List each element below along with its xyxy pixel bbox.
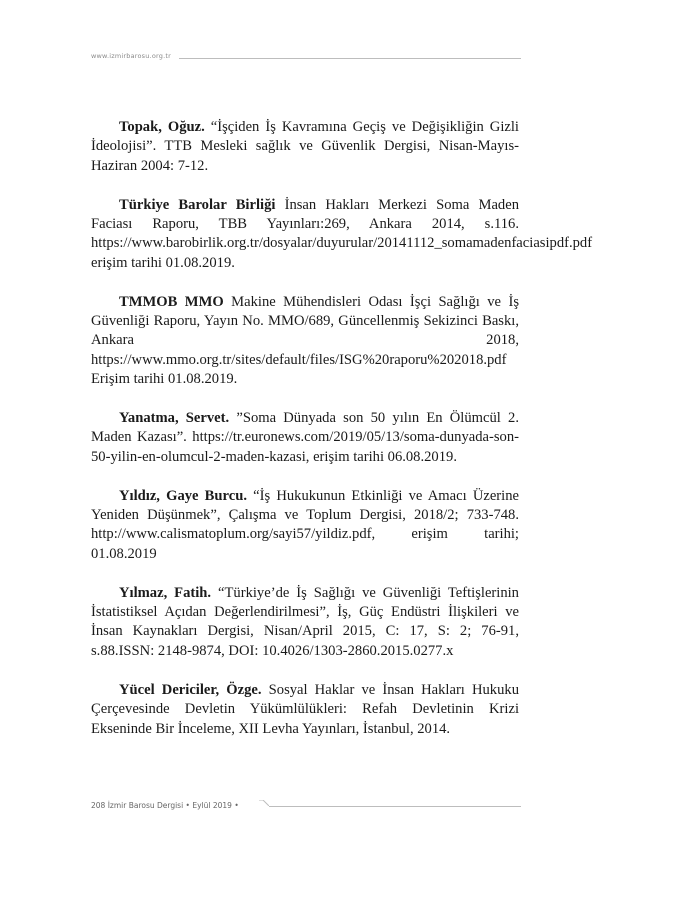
reference-author: TMMOB MMO: [119, 293, 224, 310]
reference-author: Yılmaz, Fatih.: [119, 584, 212, 601]
reference-author: Türkiye Barolar Birliği: [119, 196, 276, 213]
footer-rule: [269, 806, 521, 807]
reference-text: “Türkiye’de İş Sağlığı ve Güvenliği Teftişlerinin İstatistiksel Açıdan Değerlendirilmesi”, İş, Güç Endüstri İlişkileri ve İnsan Kaynakları Dergisi, Nisan/April 2015, C: 17, S: 2; 76-91, s.88.ISSN: 2148-9874, DOI: 10.4026/1303-2860.2015.0277.x: [91, 584, 519, 659]
footer-page-info: 208 İzmir Barosu Dergisi • Eylül 2019 •: [91, 801, 239, 810]
reference-text: ”Soma Dünyada son 50 yılın En Ölümcül 2. Maden Kazası”. https://tr.euronews.com/2019/05/13/soma-dunyada-son-50-yilin-en-olumcul-2-maden-kazasi, erişim tarihi 06.08.2019.: [91, 410, 519, 465]
reference-entry: [91, 196, 593, 274]
footer-notch-ornament: [259, 800, 269, 806]
reference-author: Yücel Dericiler, Özge.: [119, 681, 262, 698]
header-rule: [179, 58, 521, 59]
reference-author: Yanatma, Servet.: [119, 410, 230, 427]
reference-entry: [91, 118, 519, 176]
reference-author: Yıldız, Gaye Burcu.: [119, 487, 247, 504]
page-footer: [91, 800, 521, 814]
reference-text: Sosyal Haklar ve İnsan Hakları Hukuku Çerçevesinde Devletin Yükümlülükleri: Refah Devletinin Krizi Ekseninde Bir İnceleme, XII Levha Yayınları, İstanbul, 2014.: [91, 681, 519, 737]
reference-entry: [91, 584, 519, 662]
reference-text: “İşçiden İş Kavramına Geçiş ve Değişikliğin Gizli İdeolojisi”. TTB Mesleki sağlık ve Güvenlik Dergisi, Nisan-Mayıs-Haziran 2004: 7-12.: [91, 119, 519, 174]
page-header: [91, 52, 521, 66]
header-site-url: www.izmirbarosu.org.tr: [91, 52, 171, 60]
reference-text: İnsan Hakları Merkezi Soma Maden Faciası Raporu, TBB Yayınları:269, Ankara 2014, s.116. https://www.barobirlik.org.tr/dosyalar/duyurular/20141112_somamadenfaciasipdf.pdf erişim tarihi 01.08.2019.: [91, 196, 593, 271]
reference-text: Makine Mühendisleri Odası İşçi Sağlığı ve İş Güvenliği Raporu, Yayın No. MMO/689, Güncellenmiş Sekizinci Baskı, Ankara 2018, https://www.mmo.org.tr/sites/default/files/ISG%20raporu%202018.pdf Erişim tarihi 01.08.2019.: [91, 293, 519, 388]
reference-list: [91, 118, 593, 758]
reference-entry: [91, 409, 519, 467]
reference-entry: [91, 681, 519, 739]
reference-entry: [91, 487, 519, 565]
reference-text: “İş Hukukunun Etkinliği ve Amacı Üzerine Yeniden Düşünmek”, Çalışma ve Toplum Dergisi, 2018/2; 733-748. http://www.calismatoplum.org/sayi57/yildiz.pdf, erişim tarihi; 01.08.2019: [91, 487, 519, 562]
reference-author: Topak, Oğuz.: [119, 119, 205, 135]
reference-entry: [91, 293, 519, 390]
